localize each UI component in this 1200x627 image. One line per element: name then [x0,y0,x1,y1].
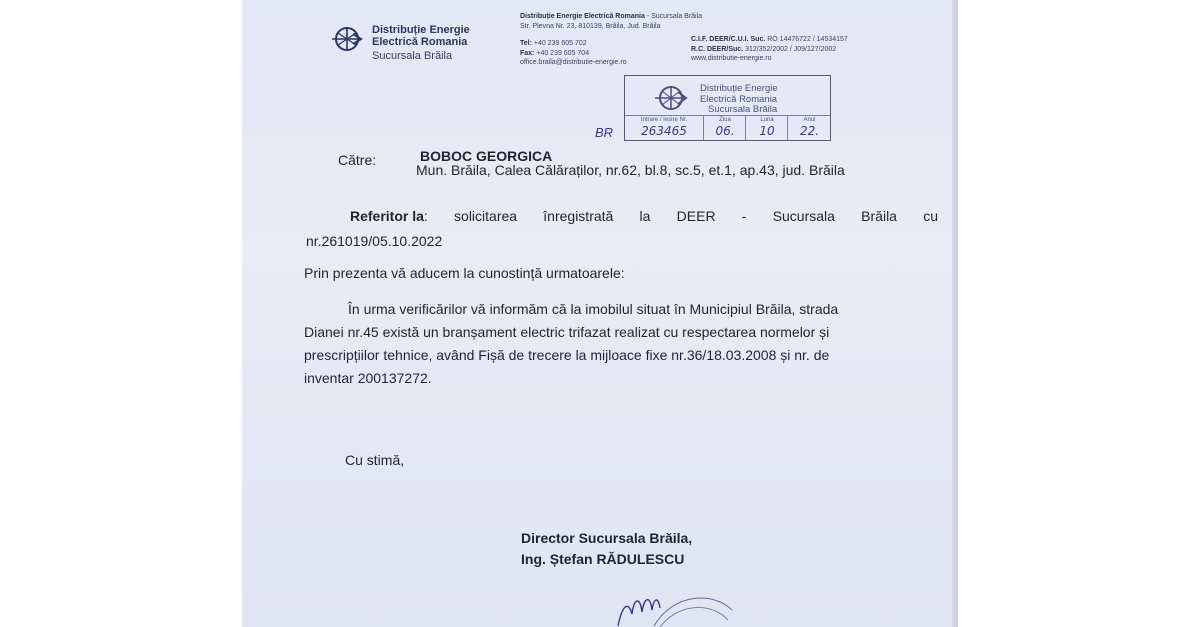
stamp-value-number: 263465 [641,124,687,138]
company-address-block [520,12,702,68]
stamp-value-day: 06. [715,124,735,138]
recipient-name: BOBOC GEORGICA [420,148,553,164]
tel-number: +40 239 605 702 [531,40,587,47]
reference-word: DEER [676,208,716,224]
address-street: Str. Plevna Nr. 23, 810139, Brăila, Jud. Brăila [520,22,661,30]
website: www.distributie-energie.ro [691,55,772,62]
stamp-field-day [703,116,746,140]
stamp-value-year: 22. [799,124,820,138]
paragraph-line: În urma verificărilor vă informăm că la imobilul situat în Municipiul Brăila, strada [348,301,839,317]
reference-lead: Referitor la [350,208,424,224]
paragraph-line: inventar 200137272. [304,370,432,386]
recipient-address: Mun. Brăila, Calea Călăraților, nr.62, bl.8, sc.5, et.1, ap.43, jud. Brăila [416,162,845,178]
stamp-label-number: Intrare / Ieșire Nr. [640,117,688,123]
reference-word: Brăila [861,208,897,224]
reference-word: cu [923,208,938,224]
stamp-label-month: Luna [760,117,774,123]
stamp-logo-icon [651,83,691,113]
intro-line: Prin prezenta vă aducem la cunostință urmatoarele: [304,265,625,281]
reference-word: - [741,208,747,224]
handwritten-signature-icon [614,586,734,627]
reference-colon: : [423,208,428,224]
cif-value: RO 14476722 / 14534157 [765,36,848,43]
stamp-field-year [787,116,831,140]
fax-label: Fax: [520,49,535,57]
company-brand [372,24,470,62]
rc-value: 312/352/2002 / J09/127/2002 [743,45,837,53]
reference-lead-group [350,208,428,224]
signatory-name: Ing. Ștefan RĂDULESCU [521,551,685,567]
stamp-field-number [625,116,703,140]
to-label: Către: [338,152,377,168]
stamp-line-2: Electrică Romania [700,93,778,105]
stamp-label-day: Ziua [719,117,731,123]
tel-label: Tel: [520,40,532,47]
reference-word: Sucursala [772,208,835,224]
signatory-title: Director Sucursala Brăila, [521,530,693,546]
cif-label: C.I.F. DEER/C.U.I. Suc. [691,36,766,43]
reference-word: solicitarea [454,208,518,224]
paragraph-line: prescripțiilor tehnice, având Fișă de trecere la mijloace fixe nr.36/18.03.2008 și nr. de [304,347,830,363]
brand-subtitle: Sucursala Brăila [372,50,453,62]
stamp-fields [625,115,830,140]
reference-word: la [639,208,651,224]
reference-number: nr.261019/05.10.2022 [306,233,443,249]
company-registration-block [691,35,848,64]
reference-line [350,208,938,224]
brand-line-1: Distribuție Energie [372,24,470,36]
stamp-line-1: Distribuție Energie [700,83,778,94]
company-logo-icon [330,24,364,54]
registration-stamp [624,75,831,141]
body-paragraph [304,298,942,390]
stamp-value-month: 10 [759,124,775,138]
fax-number: +40 239 605 704 [534,49,590,57]
paragraph-line: Dianei nr.45 există un branșament electric trifazat realizat cu respectarea normelor și [304,324,830,340]
closing-line: Cu stimă, [345,452,405,468]
address-title: Distribuție Energie Electrică Romania [520,13,645,20]
email-address: office.braila@distributie-energie.ro [520,59,627,66]
rc-label: R.C. DEER/Suc. [691,45,744,53]
stamp-field-month [745,116,788,140]
brand-line-2: Electrică Romania [372,36,468,48]
handwritten-prefix: BR [595,125,614,140]
address-title-suffix: - Sucursala Brăila [644,13,703,20]
stamp-company-name [700,84,778,116]
reference-word: înregistrată [543,208,614,224]
stamp-label-year: Anul [803,117,816,123]
letter-page [242,0,958,627]
stamp-line-3: Sucursala Brăila [708,104,778,115]
